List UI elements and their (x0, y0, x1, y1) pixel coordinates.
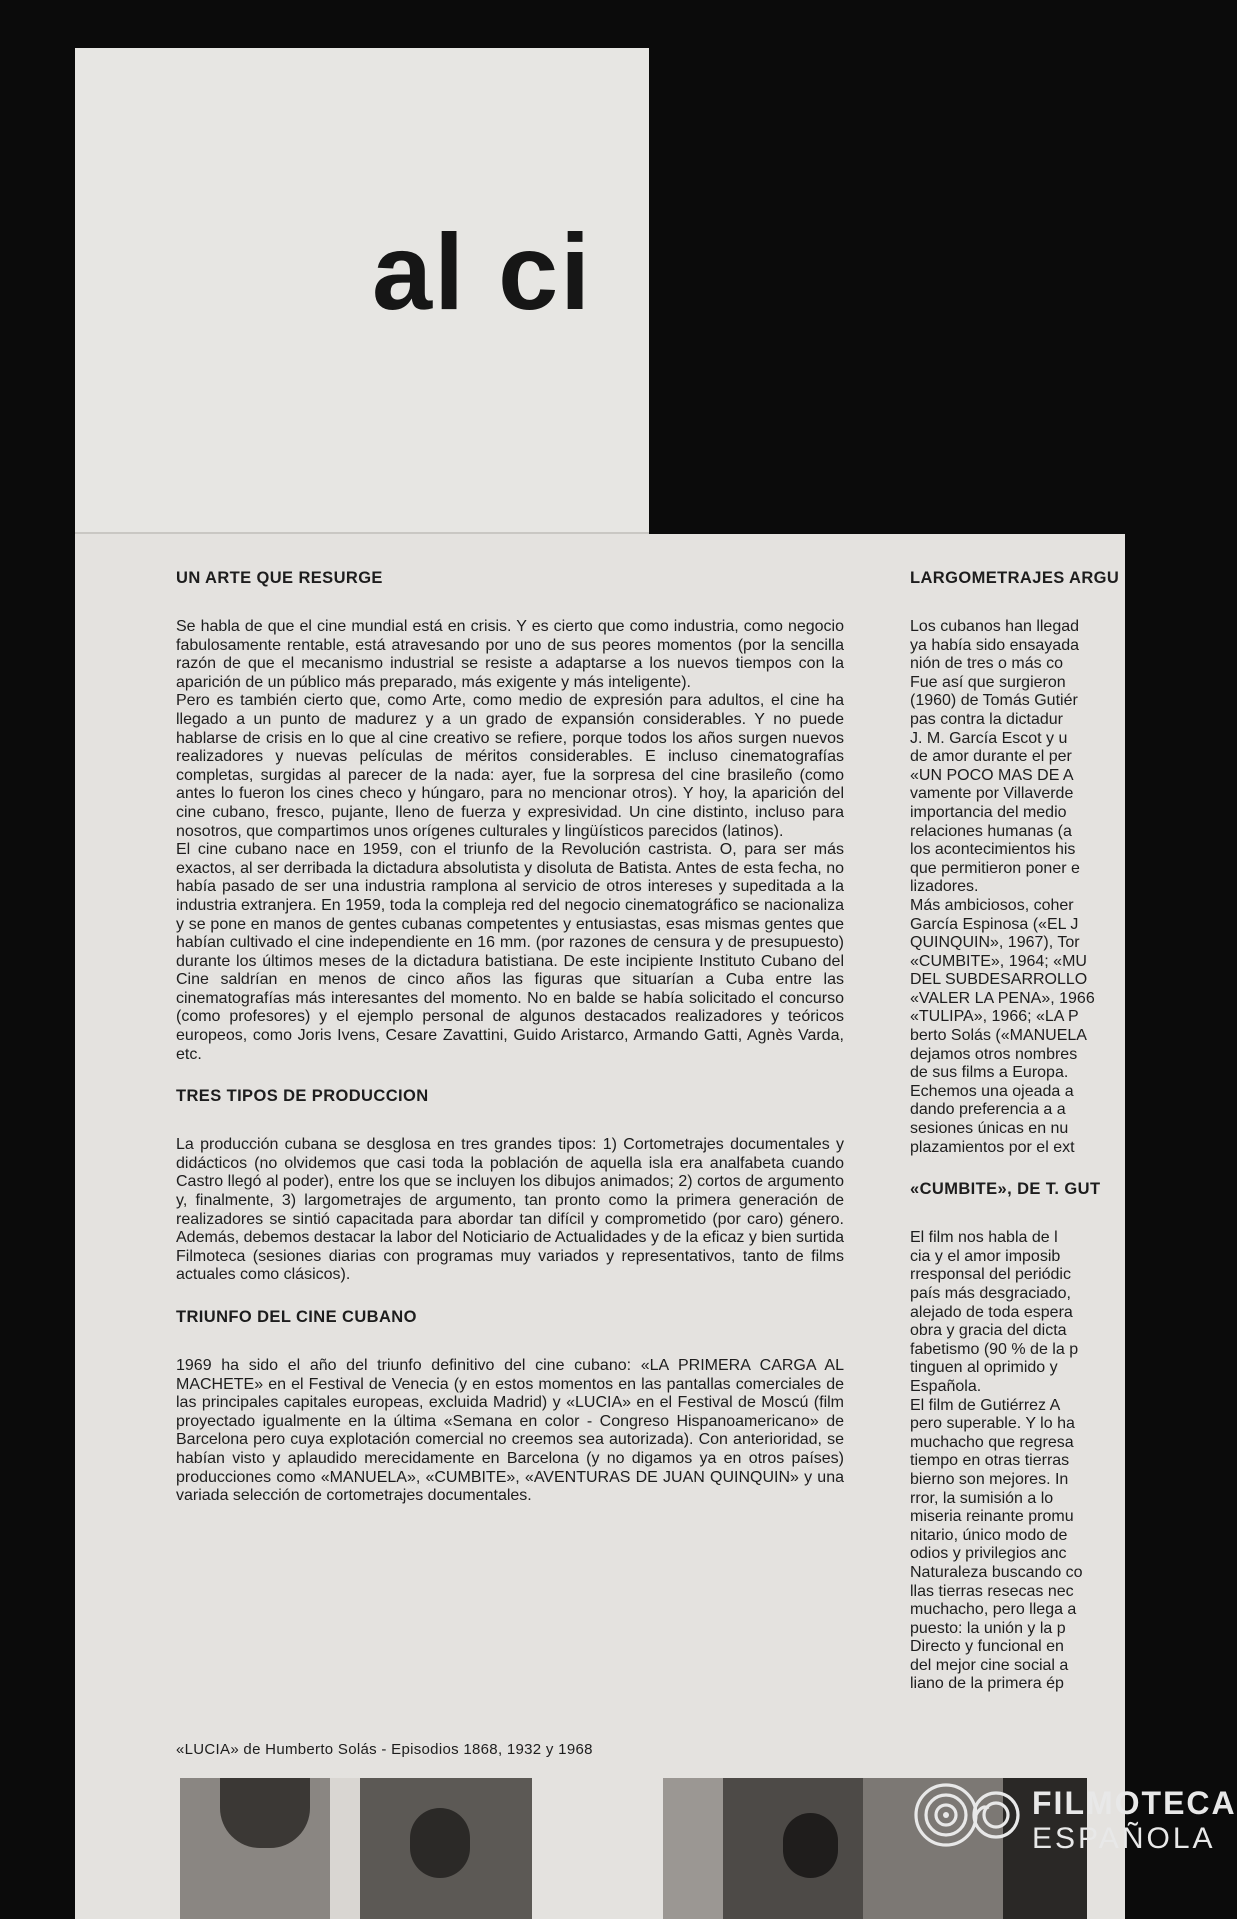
filmoteca-logo (900, 1775, 1237, 1910)
fold-line (75, 532, 649, 534)
section-body-cumbite: El film nos habla de l cia y el amor imposib rresponsal del periódic país más desgraciado, alejado de toda espera obra y gracia del dicta fabetismo (90 % de la p tinguen al oprimido y Española. El film de Gutiérrez A pero superable. Y lo ha muchacho que regresa tiempo en otras tierras bierno son mejores. In rror, la sumisión a lo miseria reinante promu nitario, único modo de odios y privilegios anc Naturaleza buscando co llas tierras resecas nec muchacho, pero llega a puesto: la unión y la p Directo y funcional en del mejor cine social a liano de la primera ép (910, 1229, 1083, 1693)
section-title-triunfo: TRIUNFO DEL CINE CUBANO (176, 1308, 417, 1326)
section-body-largometrajes: Los cubanos han llegad ya había sido ensayada nión de tres o más co Fue así que surgieron (1960) de Tomás Gutiér pas contra la dictadur J. M. García Escot y u de amor durante el per «UN POCO MAS DE A vamente por Villaverde importancia del medio relaciones humanas (a los acontecimientos his que permitieron poner e lizadores. Más ambiciosos, coher García Espinosa («EL J QUINQUIN», 1967), Tor «CUMBITE», 1964; «MU DEL SUBDESARROLLO «VALER LA PENA», 1966 «TULIPA», 1966; «LA P berto Solás («MANUELA dejamos otros nombres de sus films a Europa. Echemos una ojeada a dando preferencia a a sesiones únicas en nu plazamientos por el ext (910, 618, 1095, 1156)
headline: al ci (372, 211, 593, 332)
logo-subtitle: ESPAÑOLA (1032, 1822, 1216, 1855)
left-column (176, 568, 844, 1506)
section-title-largometrajes: LARGOMETRAJES ARGU (910, 569, 1120, 587)
logo-name: FILMOTECA (1032, 1785, 1237, 1821)
film-still-left (180, 1778, 532, 1919)
section-body-triunfo: 1969 ha sido el año del triunfo definitivo del cine cubano: «LA PRIMERA CARGA AL MACHETE» en el Festival de Venecia (y en estos momentos en las pantallas comerciales de las principales capitales europeas, excluida Madrid) y «LUCIA» en el Festival de Moscú (film proyectado igualmente en la última «Semana en color - Congreso Hispanoamericano» de Barcelona pero cuya explotación comercial no creemos sea autorizada). Con anterioridad, se habían visto y aplaudido merecidamente en Barcelona (y no digamos ya en otros países) producciones como «MANUELA», «CUMBITE», «AVENTURAS DE JUAN QUINQUIN» y una variada selección de cortometrajes documentales. (176, 1357, 844, 1505)
section-title-tres-tipos: TRES TIPOS DE PRODUCCION (176, 1087, 429, 1106)
photo-caption: «LUCIA» de Humberto Solás - Episodios 1868, 1932 y 1968 (176, 1741, 593, 1758)
section-title-cumbite: «CUMBITE», DE T. GUT (910, 1180, 1101, 1199)
section-body-un-arte: Se habla de que el cine mundial está en crisis. Y es cierto que como industria, como negocio fabulosamente rentable, está atravesando por uno de sus peores momentos (por la sencilla razón de que el mecanismo industrial se resiste a adaptarse a los nuevos tiempos con la aparición de un público más preparado, más exigente y más inteligente). Pero es también cierto que, como Arte, como medio de expresión para adultos, el cine ha llegado a un punto de madurez y a un grado de expansión considerables. Y no puede hablarse de crisis en lo que al cine creativo se refiere, porque todos los años surgen nuevos realizadores y nuevas películas de méritos considerables. E incluso cinematografías completas, surgidas al parecer de la nada: ayer, fue la sorpresa del cine brasileño (como antes lo fueron los cines checo y húngaro, para no mencionar otros). Y hoy, la aparición del cine cubano, fresco, pujante, lleno de fuerza y expresividad. Un cine distinto, incluso para nosotros, que compartimos unos orígenes culturales y lingüísticos parecidos (latinos). El cine cubano nace en 1959, con el triunfo de la Revolución castrista. O, para ser más exactos, al ser derribada la dictadura absolutista y disoluta de Batista. Antes de esta fecha, no había pasado de ser una industria ramplona al servicio de otros intereses y supeditada a la industria extranjera. En 1959, toda la compleja red del negocio cinematográfico se nacionaliza y se pone en manos de gentes cubanas competentes y entusiastas, esas mismas gentes que habían cultivado el cine independiente en 16 mm. (por razones de censura y de presupuesto) durante los últimos meses de la dictadura batistiana. De este incipiente Instituto Cubano del Cine saldrían en menos de cinco años las figuras que situarían a Cuba entre las cinematografías más interesantes del momento. No en balde se había solicitado el concurso (como profesores) y el ejemplo personal de algunos destacados realizadores y teóricos europeos, como Joris Ivens, Cesare Zavattini, Guido Aristarco, Armando Gatti, Agnès Varda, etc. (176, 618, 844, 1063)
section-body-tres-tipos: La producción cubana se desglosa en tres grandes tipos: 1) Cortometrajes documentales y didácticos (no olvidemos que casi toda la población de aquella isla era analfabeta cuando Castro llegó al poder), entre los que se incluyen los dibujos animados; 2) cortos de argumento y, finalmente, 3) largometrajes de argumento, tan pronto como la primera generación de realizadores se sintió capacitada para abordar tan difícil y comprometido (por caro) género. Además, debemos destacar la labor del Noticiario de Actualidades y de la eficaz y bien surtida Filmoteca (sesiones diarias con programas muy variados y representativos, tanto de films actuales como clásicos). (176, 1136, 844, 1284)
spiral-logo-icon (908, 1775, 1028, 1861)
right-column (910, 568, 1125, 1694)
section-title-un-arte: UN ARTE QUE RESURGE (176, 569, 383, 587)
